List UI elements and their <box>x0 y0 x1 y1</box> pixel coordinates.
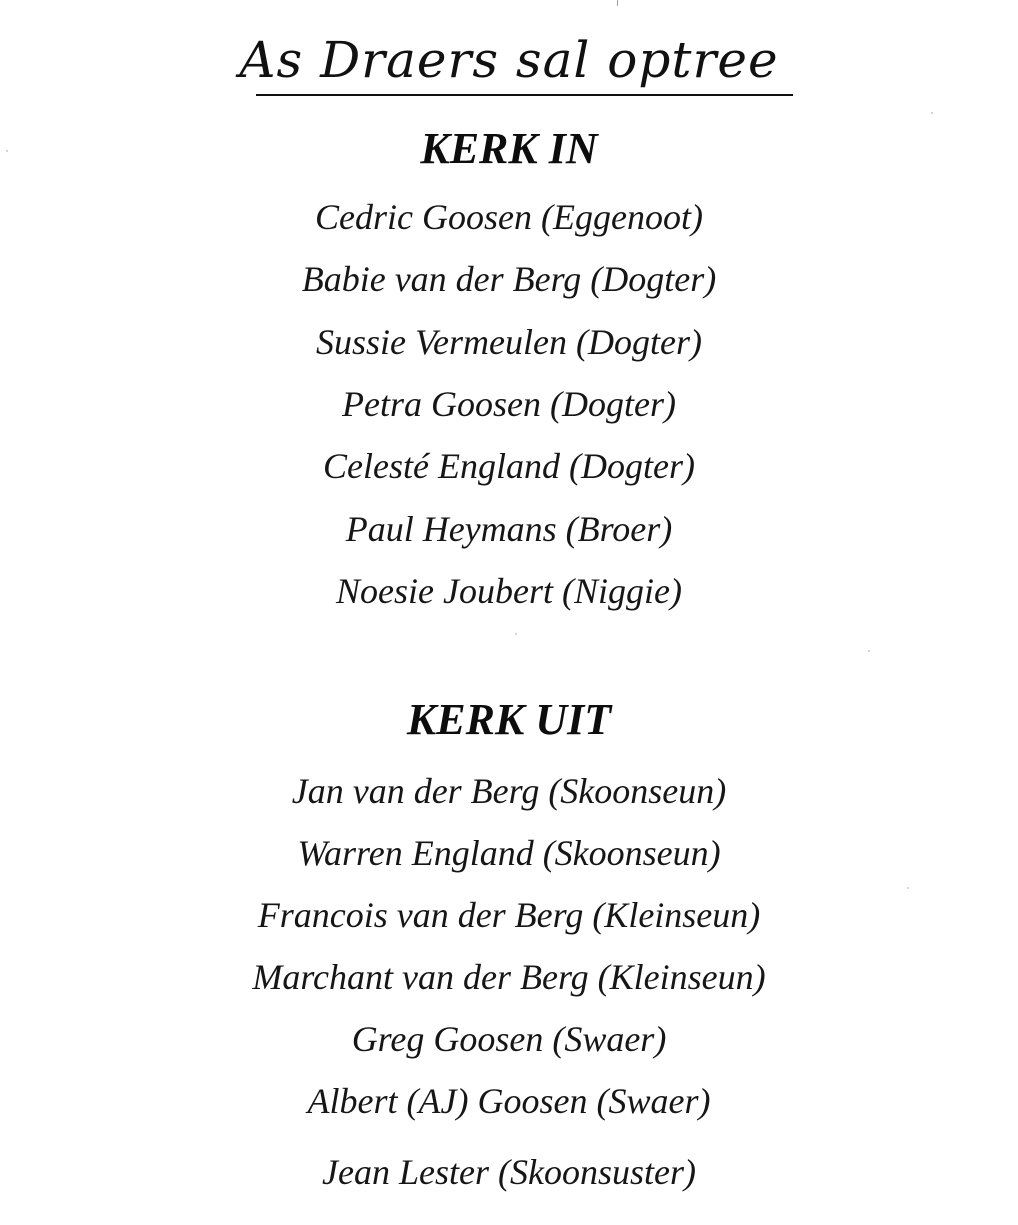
list-item: Petra Goosen (Dogter) <box>342 384 676 424</box>
list-item: Babie van der Berg (Dogter) <box>301 259 717 299</box>
scan-speck <box>907 887 909 889</box>
scan-speck <box>617 0 618 6</box>
list-item: Sussie Vermeulen (Dogter) <box>316 322 702 362</box>
list-item: Jan van der Berg (Skoonseun) <box>291 771 727 811</box>
scan-speck <box>931 112 933 114</box>
list-item: Paul Heymans (Broer) <box>345 509 673 549</box>
section-heading-kerk-in: KERK IN <box>420 124 598 173</box>
list-item: Francois van der Berg (Kleinseun) <box>257 895 761 935</box>
list-item: Celesté England (Dogter) <box>323 446 695 486</box>
list-item: Marchant van der Berg (Kleinseun) <box>252 957 766 997</box>
list-item: Warren England (Skoonseun) <box>297 833 721 873</box>
list-item: Greg Goosen (Swaer) <box>351 1019 667 1059</box>
scan-speck <box>515 633 517 635</box>
scan-speck <box>868 650 870 652</box>
scan-speck <box>6 150 8 152</box>
page-title: As Draers sal optree <box>239 31 779 89</box>
title-underline <box>256 94 793 96</box>
list-item: Albert (AJ) Goosen (Swaer) <box>307 1081 711 1121</box>
list-item: Jean Lester (Skoonsuster) <box>322 1152 696 1192</box>
list-item: Cedric Goosen (Eggenoot) <box>315 197 703 237</box>
list-item: Noesie Joubert (Niggie) <box>336 571 682 611</box>
section-heading-kerk-uit: KERK UIT <box>406 695 612 744</box>
